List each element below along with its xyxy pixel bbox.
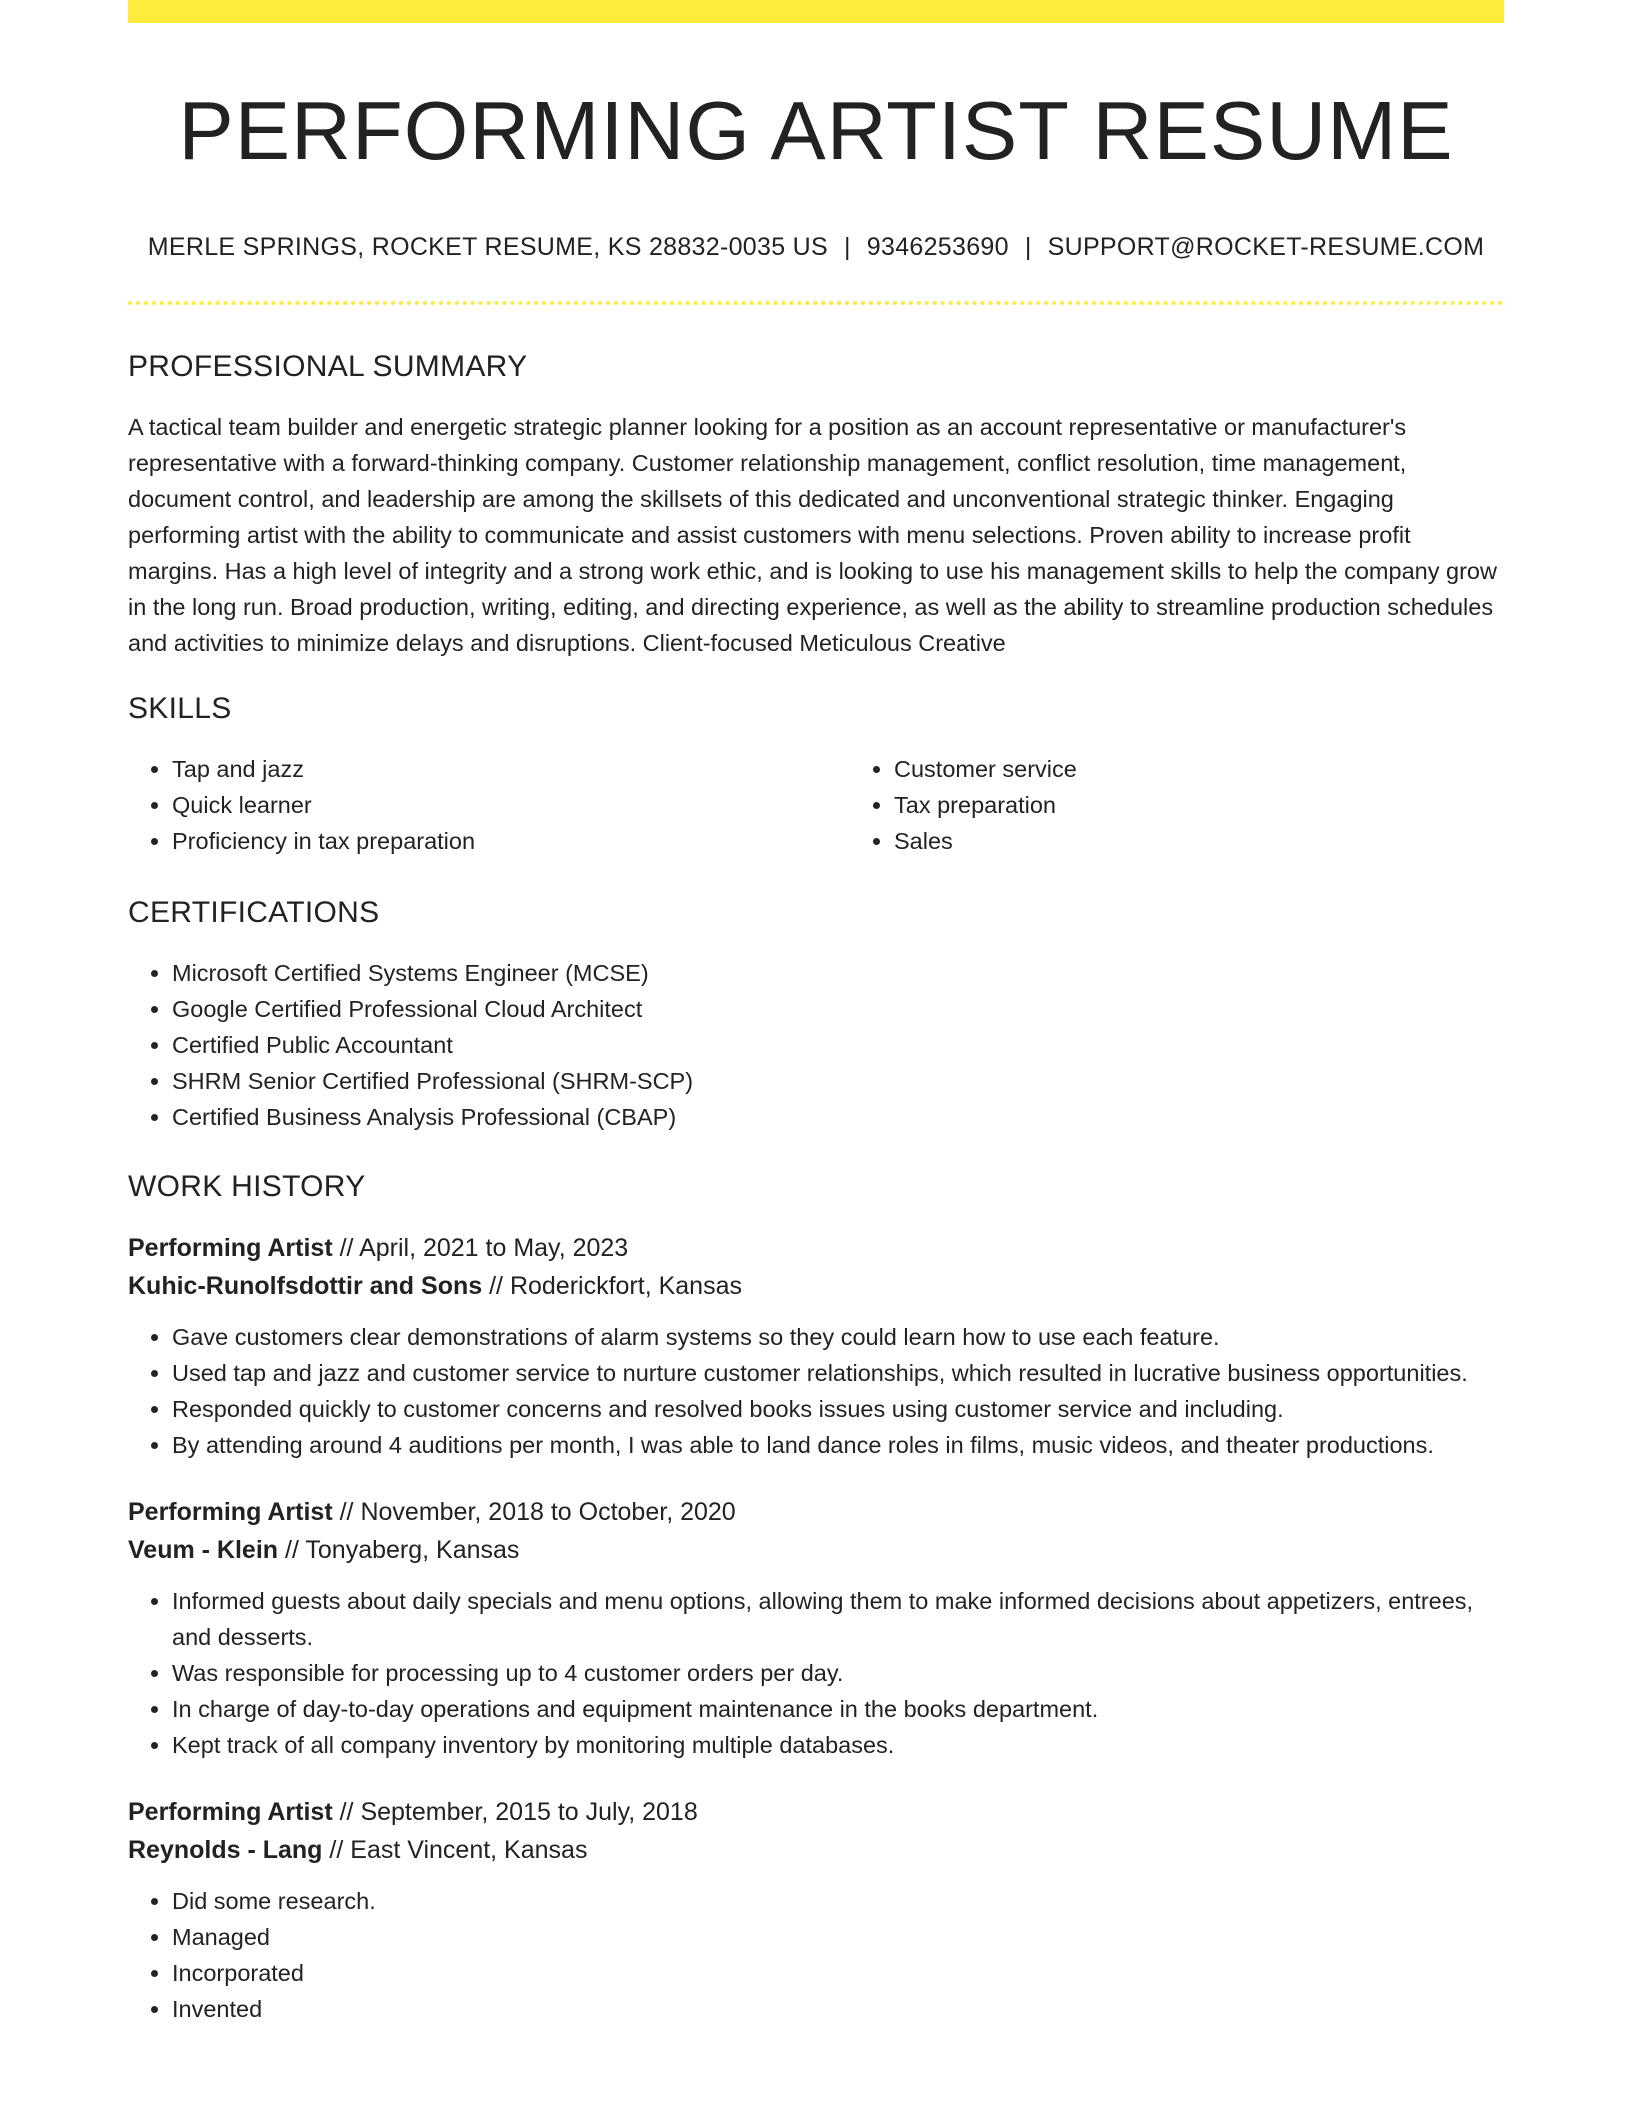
job-separator: //: [332, 1798, 361, 1827]
job-company-line: [128, 1831, 1504, 1869]
work-history-heading: WORK HISTORY: [128, 1170, 366, 1204]
job-entry: [128, 1229, 1504, 1463]
skill-item: • Customer service: [894, 751, 1572, 787]
job-company: Veum - Klein: [128, 1536, 279, 1565]
job-bullet: • Invented: [172, 1991, 1504, 2027]
dotted-divider: [128, 301, 1504, 305]
job-company-line: [128, 1531, 1504, 1569]
contact-separator: |: [1024, 233, 1032, 262]
job-bullet: • By attending around 4 auditions per month, I was able to land dance roles in films, music videos, and theater productions.: [172, 1427, 1504, 1463]
certifications-heading: CERTIFICATIONS: [128, 896, 380, 930]
resume-page: [128, 0, 1504, 2027]
job-entry: [128, 1493, 1504, 1763]
skill-item: • Quick learner: [172, 787, 850, 823]
contact-address: MERLE SPRINGS, ROCKET RESUME, KS 28832-0035 US: [147, 233, 828, 262]
skills-list-right: [850, 751, 1572, 859]
job-dates: November, 2018 to October, 2020: [360, 1498, 736, 1527]
contact-line: [128, 232, 1504, 262]
job-location: East Vincent, Kansas: [350, 1836, 588, 1865]
certification-item: • Certified Business Analysis Professional (CBAP): [172, 1099, 1504, 1135]
job-bullet: • Responded quickly to customer concerns and resolved books issues using customer service and including.: [172, 1391, 1504, 1427]
contact-email: SUPPORT@ROCKET-RESUME.COM: [1047, 233, 1485, 262]
certifications-list: [128, 955, 1504, 1135]
contact-phone: 9346253690: [866, 233, 1009, 262]
skill-item: • Tax preparation: [894, 787, 1572, 823]
job-company-line: [128, 1267, 1504, 1305]
job-entry: [128, 1793, 1504, 2027]
job-bullet: • Informed guests about daily specials and menu options, allowing them to make informed decisions about appetizers, entrees, and desserts.: [172, 1583, 1504, 1655]
summary-heading: PROFESSIONAL SUMMARY: [128, 350, 528, 384]
certification-item: • Microsoft Certified Systems Engineer (MCSE): [172, 955, 1504, 991]
job-title-line: [128, 1493, 1504, 1531]
job-bullet: • Gave customers clear demonstrations of alarm systems so they could learn how to use each feature.: [172, 1319, 1504, 1355]
job-title: Performing Artist: [128, 1498, 333, 1527]
job-company: Reynolds - Lang: [128, 1836, 323, 1865]
job-separator: //: [482, 1272, 510, 1301]
job-separator: //: [332, 1498, 361, 1527]
skills-list-left: [128, 751, 850, 859]
certification-item: • SHRM Senior Certified Professional (SHRM-SCP): [172, 1063, 1504, 1099]
job-bullet: • Incorporated: [172, 1955, 1504, 1991]
job-bullet: • Used tap and jazz and customer service to nurture customer relationships, which resulted in lucrative business opportunities.: [172, 1355, 1504, 1391]
certification-item: • Google Certified Professional Cloud Architect: [172, 991, 1504, 1027]
summary-text: A tactical team builder and energetic strategic planner looking for a position as an account representative or manufacturer's representative with a forward-thinking company. Customer relationship management, conflict resolution, time management, document control, and leadership are among the skillsets of this dedicated and unconventional strategic thinker. Engaging performing artist with the ability to communicate and assist customers with menu selections. Proven ability to increase profit margins. Has a high level of integrity and a strong work ethic, and is looking to use his management skills to help the company grow in the long run. Broad production, writing, editing, and directing experience, as well as the ability to streamline production schedules and activities to minimize delays and disruptions. Client-focused Meticulous Creative: [128, 414, 1497, 657]
skill-item: • Sales: [894, 823, 1572, 859]
contact-separator: |: [843, 233, 851, 262]
skills-heading: SKILLS: [128, 692, 232, 726]
job-title-line: [128, 1229, 1504, 1267]
job-bullets: [128, 1583, 1504, 1763]
job-bullet: • Kept track of all company inventory by monitoring multiple databases.: [172, 1727, 1504, 1763]
job-bullets: [128, 1319, 1504, 1463]
skill-item: • Proficiency in tax preparation: [172, 823, 850, 859]
job-separator: //: [278, 1536, 306, 1565]
job-bullet: • In charge of day-to-day operations and equipment maintenance in the books department.: [172, 1691, 1504, 1727]
job-company: Kuhic-Runolfsdottir and Sons: [128, 1272, 483, 1301]
accent-bar: [128, 0, 1504, 23]
job-bullet: • Was responsible for processing up to 4 customer orders per day.: [172, 1655, 1504, 1691]
resume-title: PERFORMING ARTIST RESUME: [178, 84, 1454, 177]
certification-item: • Certified Public Accountant: [172, 1027, 1504, 1063]
job-title: Performing Artist: [128, 1798, 333, 1827]
job-separator: //: [322, 1836, 351, 1865]
job-dates: April, 2021 to May, 2023: [359, 1234, 629, 1263]
skills-grid: [128, 751, 1504, 859]
job-dates: September, 2015 to July, 2018: [360, 1798, 698, 1827]
job-separator: //: [332, 1234, 360, 1263]
job-title: Performing Artist: [128, 1234, 333, 1263]
skill-item: • Tap and jazz: [172, 751, 850, 787]
job-title-line: [128, 1793, 1504, 1831]
job-location: Tonyaberg, Kansas: [305, 1536, 520, 1565]
job-bullet: • Managed: [172, 1919, 1504, 1955]
job-location: Roderickfort, Kansas: [509, 1272, 742, 1301]
job-bullets: [128, 1883, 1504, 2027]
job-bullet: • Did some research.: [172, 1883, 1504, 1919]
